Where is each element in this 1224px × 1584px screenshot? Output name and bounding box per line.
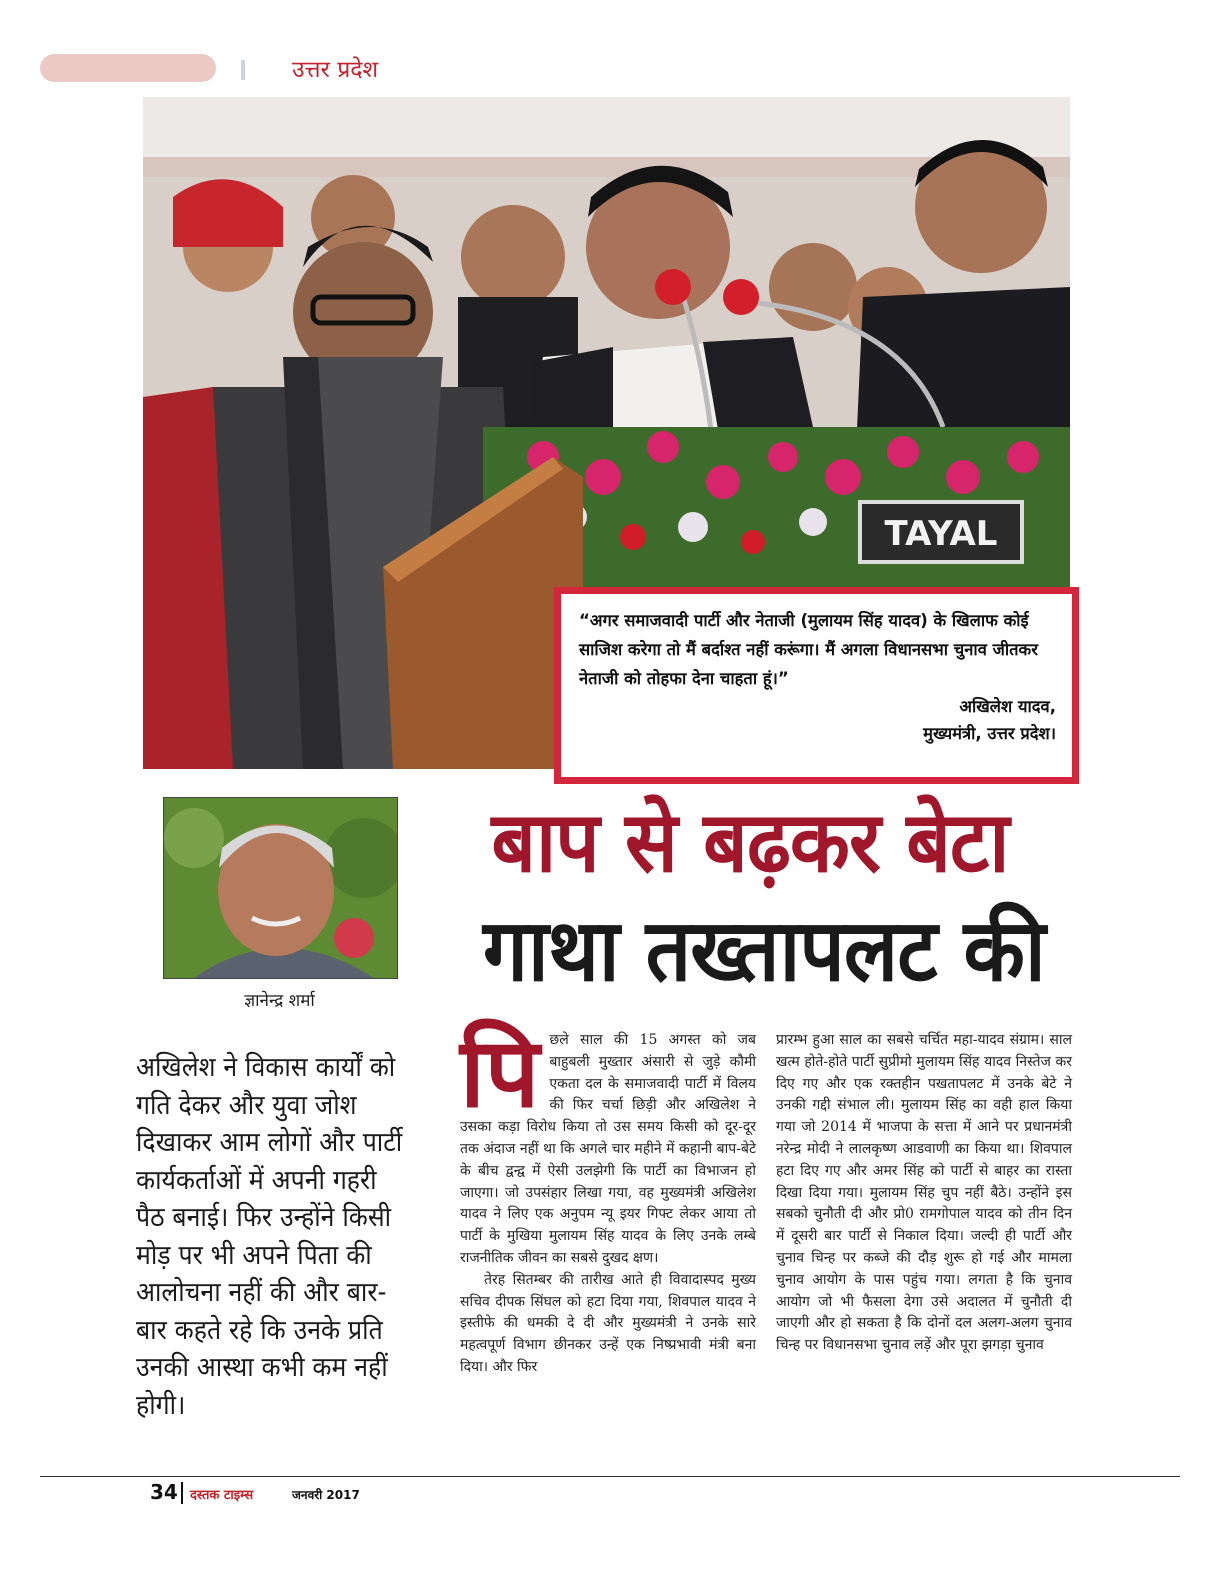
quote-box [554,587,1079,784]
drop-cap: पि [460,1017,540,1129]
footer-divider [181,1482,183,1504]
headline-line-1: बाप से बढ़कर बेटा [491,793,1009,891]
article-column-1 [460,1017,756,1379]
footer-rule [40,1476,1180,1477]
pull-quote: अखिलेश ने विकास कार्यों को गति देकर और युवा जोश दिखाकर आम लोगों और पार्टी कार्यकर्ताओं में अपनी गहरी पैठ बनाई। फिर उन्होंने किसी मोड़ पर भी अपने पिता की आलोचना नहीं की और बार-बार कहते रहे कि उनके प्रति उनकी आस्था कभी कम नहीं होगी। [136,1052,403,1421]
page-number: 34 [150,1480,178,1504]
author-photo [163,797,398,979]
quote-attribution-designation: मुख्यमंत्री, उत्तर प्रदेश। [923,724,1056,743]
article-paragraph: छले साल की 15 अगस्त को जब बाहुबली मुख्तार अंसारी से जुड़े कौमी एकता दल के समाजवादी पार्टी में विलय की फिर चर्चा छिड़ी और अखिलेश ने उसका कड़ा विरोध किया तो उस समय किसी को दूर-दूर तक अंदाज नहीं था कि अगले चार महीने में कहानी बाप-बेटे के बीच द्वन्द्व में ऐसी उलझेगी कि पार्टी का विभाजन हो जाएगा। जो उपसंहार लिखा गया, वह मुख्यमंत्री अखिलेश यादव ने लिए एक अनुपम न्यू इयर गिफ्ट लेकर आया तो पार्टी के मुखिया मुलायम सिंह यादव के लिए उनके लम्बे राजनीतिक जीवन का सबसे दुखद क्षण। [460,1032,756,1266]
author-name: ज्ञानेन्द्र शर्मा [244,991,315,1011]
quote-attribution-name: अखिलेश यादव, [959,697,1056,716]
podium-sign-text: TAYAL [884,514,998,554]
article-column-2 [776,1030,1072,1357]
article-paragraph: प्रारम्भ हुआ साल का सबसे चर्चित महा-यादव संग्राम। साल खत्म होते-होते पार्टी सुप्रीमो मुलायम सिंह यादव निस्तेज कर दिए गए और एक रक्तहीन पखतापलट में उनके बेटे ने उनकी गद्दी संभाल ली। मुलायम सिंह का वही हाल किया गया जो 2014 में भाजपा के सत्ता में आने पर प्रधानमंत्री नरेन्द्र मोदी ने लालकृष्ण आडवाणी का किया था। शिवपाल हटा दिए गए और अमर सिंह को पार्टी से बाहर का रास्ता दिखा दिया गया। मुलायम सिंह चुप नहीं बैठे। उन्होंने इस सबको चुनौती दी और प्रो0 रामगोपाल यादव को तीन दिन में दूसरी बार पार्टी से निकाल दिया। जल्दी ही पार्टी और चुनाव चिन्ह पर कब्जे की दौड़ शुरू हो गई और मामला चुनाव आयोग के पास पहुंच गया। लगता है कि चुनाव आयोग जो भी फैसला देगा उसे अदालत में चुनौती दी जाएगी और हो सकता है कि दोनों दल अलग-अलग चुनाव चिन्ह पर विधानसभा चुनाव लड़ें और पूरा झगड़ा चुनाव [776,1032,1072,1354]
headline-line-2: गाथा तख्तापलट की [483,901,1045,1001]
author-portrait [164,798,397,978]
article-paragraph: तेरह सितम्बर की तारीख आते ही विवादास्पद मुख्य सचिव दीपक सिंघल को हटा दिया गया, शिवपाल यादव ने इस्तीफे की धमकी दे दी और मुख्यमंत्री ने उनके सारे महत्वपूर्ण विभाग छीनकर उन्हें एक निष्प्रभावी मंत्री बना दिया। और फिर [460,1271,756,1375]
section-divider [241,60,245,80]
section-pill [40,54,216,82]
quote-text: “अगर समाजवादी पार्टी और नेताजी (मुलायम सिंह यादव) के खिलाफ कोई साजिश करेगा तो मैं बर्दाश्त नहीं करूंगा। मैं अगला विधानसभा चुनाव जीतकर नेताजी को तोहफा देना चाहता हूं।” [579,611,1038,688]
section-label: उत्तर प्रदेश [292,57,379,83]
issue-date: जनवरी 2017 [292,1488,360,1502]
magazine-logo: दस्तक टाइम्स [190,1488,254,1503]
